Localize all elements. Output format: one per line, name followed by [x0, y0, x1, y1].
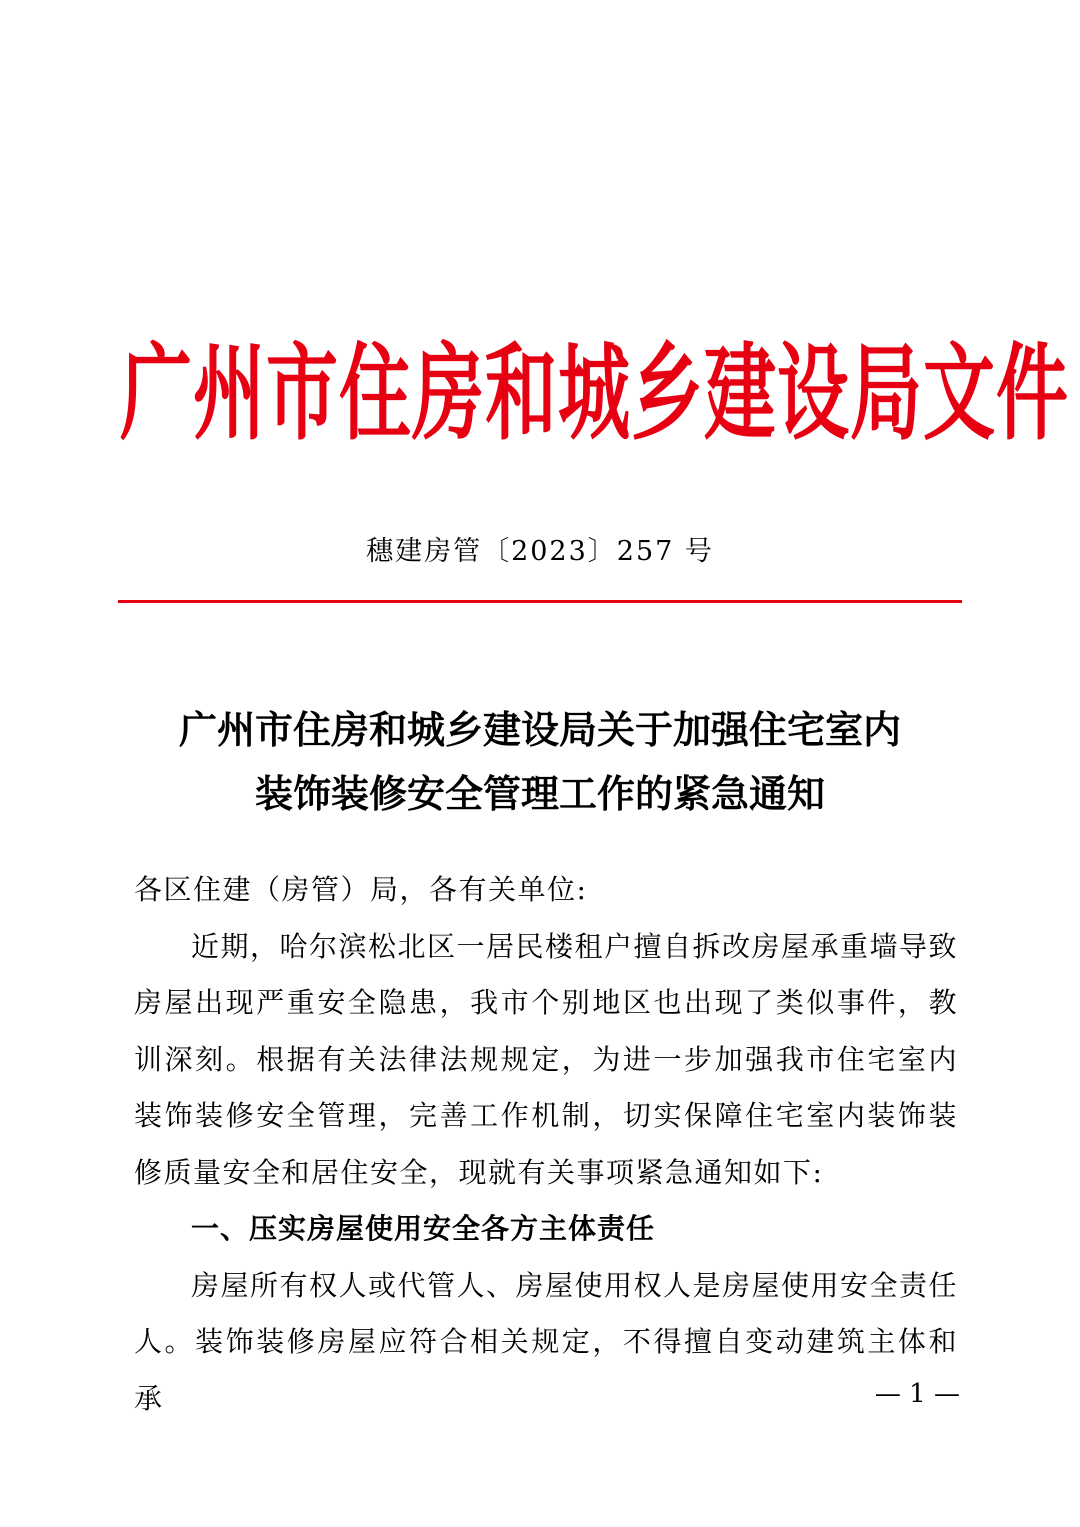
- paragraph-section-1: 房屋所有权人或代管人、房屋使用权人是房屋使用安全责任人。装饰装修房屋应符合相关规定，不得擅自变动建筑主体和承: [134, 1268, 959, 1415]
- masthead-title: 广州市住房和城乡建设局文件: [120, 330, 1070, 454]
- red-divider-line: [118, 600, 962, 603]
- document-body: [134, 862, 958, 1427]
- section-heading-1: 一、压实房屋使用安全各方主体责任: [191, 1212, 656, 1245]
- salutation: 各区住建（房管）局，各有关单位:: [134, 873, 588, 906]
- paragraph-intro: 近期，哈尔滨松北区一居民楼租户擅自拆改房屋承重墙导致房屋出现严重安全隐患，我市个别地区也出现了类似事件，教训深刻。根据有关法律法规规定，为进一步加强我市住宅室内装饰装修安全管理，完善工作机制，切实保障住宅室内装饰装修质量安全和居住安全，现就有关事项紧急通知如下:: [134, 929, 959, 1189]
- document-title: [120, 698, 960, 826]
- page-number: — 1 —: [874, 1379, 960, 1409]
- title-line-1: 广州市住房和城乡建设局关于加强住宅室内: [178, 707, 901, 752]
- document-number: 穗建房管〔2023〕257 号: [366, 536, 714, 567]
- title-line-2: 装饰装修安全管理工作的紧急通知: [254, 771, 825, 816]
